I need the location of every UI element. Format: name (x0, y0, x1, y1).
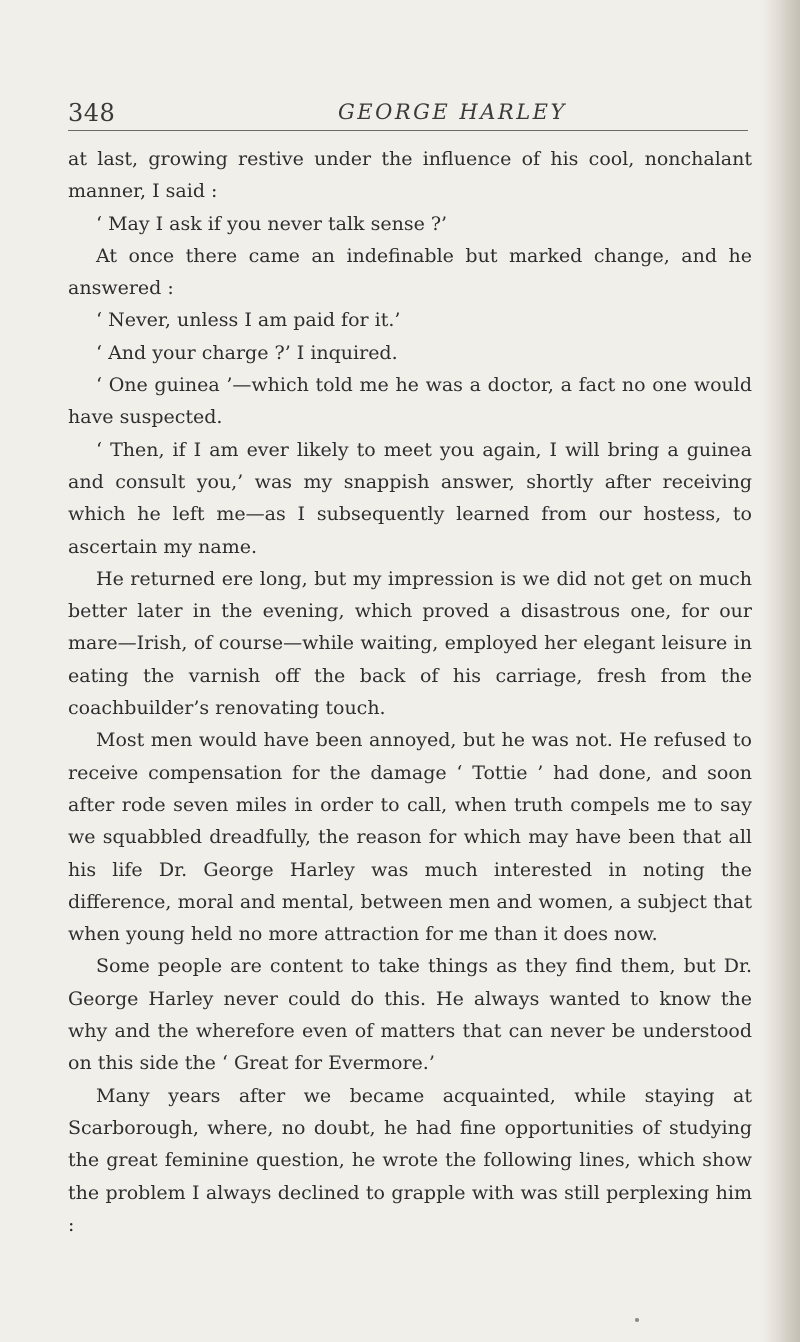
paragraph: At once there came an indefinable but marked change, and he answered : (68, 244, 752, 300)
paragraph: He returned ere long, but my impression is we did not get on much better later in the evening, which proved a disastrous one, for our mare—Irish, of course—while waiting, employed her elegant leisure in eating the varnish off the back of his carriage, fresh from the coachbuilder’s renovating touch. (68, 567, 752, 720)
header-rule (68, 130, 748, 131)
paragraph: at last, growing restive under the influence of his cool, nonchalant manner, I said : (68, 148, 752, 203)
paragraph: Most men would have been annoyed, but he was not. He refused to receive compensation for the damage ‘ Tottie ’ had done, and soon after rode seven miles in order to call, when truth compels me to say we squabbled dreadfully, the reason for which may have been that all his life Dr. George Harley was much interested in noting the difference, moral and mental, between men and women, a subject that when young held no more attraction for me than it does now. (68, 729, 752, 946)
running-title: GEORGE HARLEY (338, 100, 567, 124)
paragraph: Many years after we became acquainted, while staying at Scarborough, where, no doubt, he had fine opportunities of studying the great feminine question, he wrote the following lines, which show the problem I always declined to grapple with was still perplexing him : (68, 1084, 752, 1236)
paragraph: ‘ Never, unless I am paid for it.’ (96, 309, 401, 332)
page-edge-shadow (762, 0, 800, 1342)
paragraph: ‘ One guinea ’—which told me he was a doctor, a fact no one would have suspected. (68, 374, 752, 429)
paragraph: ‘ May I ask if you never talk sense ?’ (96, 212, 448, 235)
body-text (68, 143, 752, 1241)
paragraph: ‘ And your charge ?’ I inquired. (96, 341, 398, 364)
ink-speck (635, 1318, 639, 1322)
paragraph: ‘ Then, if I am ever likely to meet you again, I will bring a guinea and consult you,’ was my snappish answer, shortly after receiving which he left me—as I subsequently learned from our hostess, to ascertain my name. (68, 438, 752, 558)
page-number: 348 (68, 99, 116, 127)
paragraph: Some people are content to take things as they find them, but Dr. George Harley never could do this. He always wanted to know the why and the wherefore even of matters that can never be understood on this side the ‘ Great for Evermore.’ (68, 955, 752, 1075)
